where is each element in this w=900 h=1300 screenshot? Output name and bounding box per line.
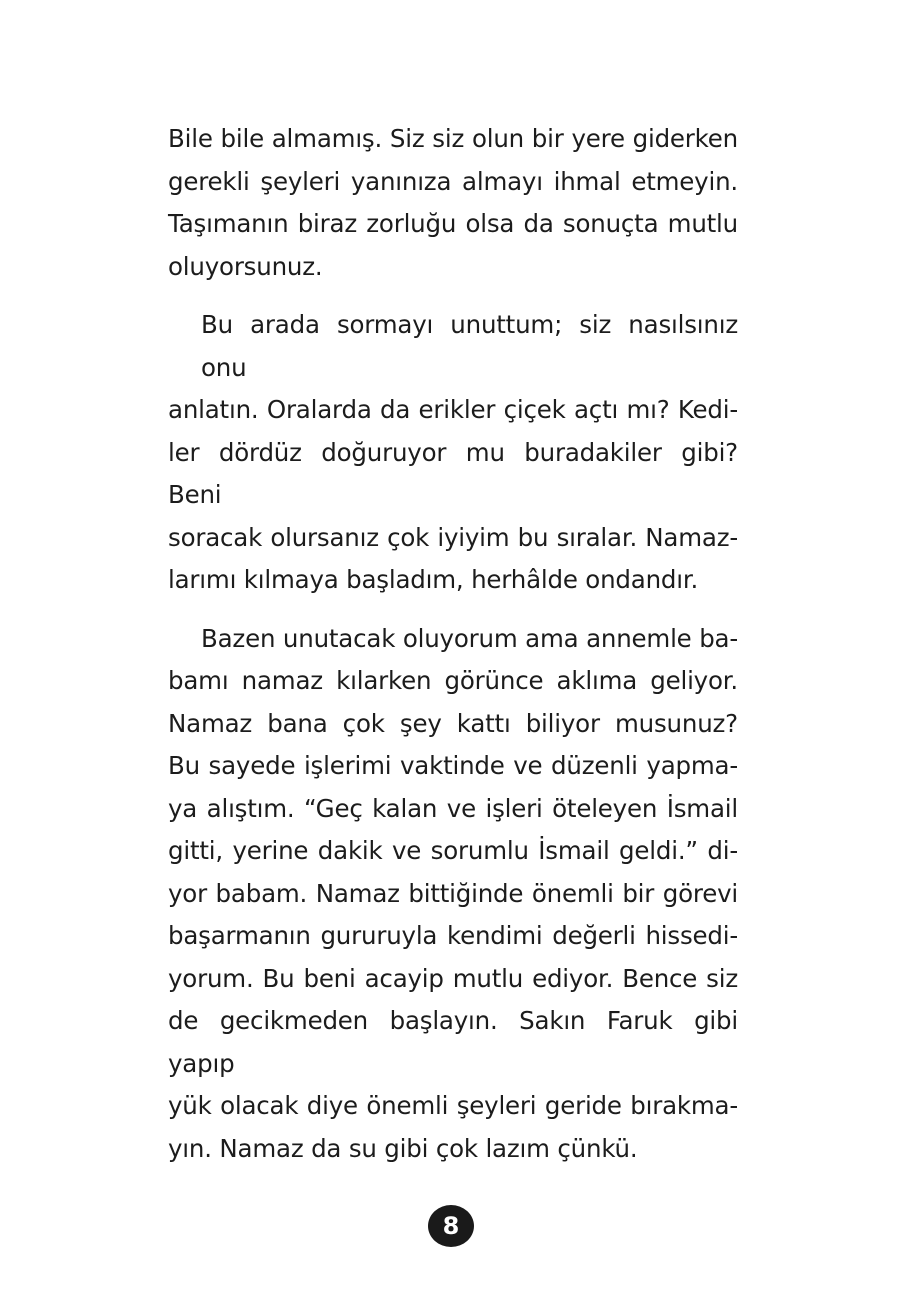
- text-line: anlatın. Oralarda da erikler çiçek açtı mı? Kedi-: [168, 395, 738, 424]
- page-number-badge: [428, 1205, 474, 1247]
- text-line: Taşımanın biraz zorluğu olsa da sonuçta mutlu: [168, 209, 738, 238]
- text-line: soracak olursanız çok iyiyim bu sıralar. Namaz-: [168, 522, 738, 552]
- text-line: Bu arada sormayı unuttum; siz nasılsınız onu: [201, 310, 738, 382]
- paragraph-1: [168, 118, 738, 288]
- text-line: yük olacak diye önemli şeyleri geride bırakma-: [168, 1091, 738, 1120]
- text-line: ler dördüz doğuruyor mu buradakiler gibi? Beni: [168, 437, 738, 509]
- text-line: bamı namaz kılarken görünce aklıma geliyor.: [168, 666, 738, 695]
- page-number: 8: [442, 1212, 460, 1240]
- text-line: Namaz bana çok şey kattı biliyor musunuz?: [168, 708, 738, 738]
- text-line: yorum. Bu beni acayip mutlu ediyor. Bence siz: [168, 963, 738, 993]
- text-line: de gecikmeden başlayın. Sakın Faruk gibi yapıp: [168, 1006, 738, 1078]
- text-line: yor babam. Namaz bittiğinde önemli bir görevi: [168, 878, 738, 908]
- text-line: larımı kılmaya başladım, herhâlde ondandır.: [168, 565, 699, 594]
- body-text: [168, 118, 738, 1186]
- text-line: gitti, yerine dakik ve sorumlu İsmail geldi.” di-: [168, 836, 738, 865]
- paragraph-2: [168, 304, 738, 602]
- text-line: oluyorsunuz.: [168, 251, 323, 281]
- paragraph-3: [168, 618, 738, 1171]
- text-line: başarmanın gururuyla kendimi değerli hissedi-: [168, 921, 738, 950]
- text-line: gerekli şeyleri yanınıza almayı ihmal etmeyin.: [168, 166, 738, 196]
- text-line: yın. Namaz da su gibi çok lazım çünkü.: [168, 1133, 638, 1163]
- text-line: Bu sayede işlerimi vaktinde ve düzenli yapma-: [168, 751, 738, 780]
- text-line: Bile bile almamış. Siz siz olun bir yere giderken: [168, 124, 738, 153]
- text-line: ya alıştım. “Geç kalan ve işleri öteleyen İsmail: [168, 793, 738, 823]
- text-line: Bazen unutacak oluyorum ama annemle ba-: [201, 623, 738, 653]
